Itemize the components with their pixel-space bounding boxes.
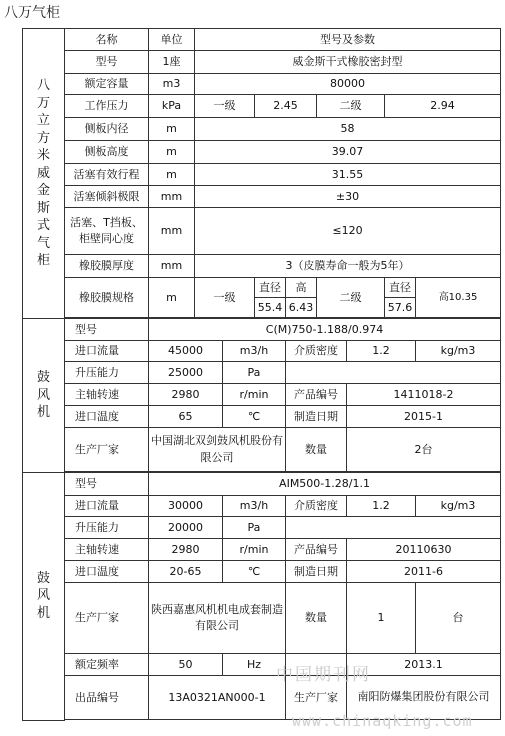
row-label: 额定频率 <box>65 654 149 676</box>
row-label: 进口温度 <box>65 406 149 428</box>
row-label: 介质密度 <box>286 496 347 517</box>
row-label: 主轴转速 <box>65 539 149 561</box>
blower2-section-label: 鼓 风 机 <box>23 473 65 721</box>
row-unit: mm <box>149 186 195 208</box>
row-label: 出品编号 <box>65 676 149 720</box>
row-unit: 台 <box>416 583 501 654</box>
row-value: AIM500-1.28/1.1 <box>149 473 501 496</box>
row-unit: ℃ <box>223 561 286 583</box>
pressure-level1: 一级 <box>195 95 255 118</box>
row-unit: r/min <box>223 384 286 406</box>
row-value: 58 <box>195 118 501 141</box>
membrane-d2-value: 57.6 <box>385 298 416 318</box>
table-row <box>23 583 501 654</box>
membrane-h1-value: 6.43 <box>286 298 317 318</box>
row-label: 升压能力 <box>65 362 149 384</box>
table-row <box>23 278 501 298</box>
row-value: 1.2 <box>347 496 416 517</box>
table-row <box>23 539 501 561</box>
row-label: 数量 <box>286 583 347 654</box>
row-unit: Hz <box>223 654 286 676</box>
equipment-spec-table <box>22 28 501 721</box>
page-title: 八万气柜 <box>4 5 60 21</box>
row-label: 进口温度 <box>65 561 149 583</box>
header-unit: 单位 <box>149 29 195 51</box>
empty-cell <box>286 654 347 676</box>
row-value: 45000 <box>149 341 223 362</box>
row-unit: Pa <box>223 517 286 539</box>
row-value: 2台 <box>347 428 501 472</box>
watermark-text: 中国期刊网 <box>276 665 371 685</box>
table-row <box>23 95 501 118</box>
blower1-section-label: 鼓 风 机 <box>23 319 65 473</box>
row-unit: kPa <box>149 95 195 118</box>
row-value: 39.07 <box>195 141 501 164</box>
row-unit: Pa <box>223 362 286 384</box>
row-label: 主轴转速 <box>65 384 149 406</box>
row-value: ≤120 <box>195 208 501 255</box>
row-value: 南阳防爆集团股份有限公司 <box>347 676 501 720</box>
row-unit: m <box>149 278 195 318</box>
row-value: 2015-1 <box>347 406 501 428</box>
row-unit: mm <box>149 208 195 255</box>
row-value: 50 <box>149 654 223 676</box>
gasholder-section-label: 八 万 立 方 米 威 金 斯 式 气 柜 <box>23 29 65 319</box>
table-row <box>23 118 501 141</box>
row-label: 活塞有效行程 <box>65 164 149 186</box>
row-unit: m3 <box>149 74 195 95</box>
table-row <box>23 186 501 208</box>
table-row <box>23 473 501 496</box>
row-value: 65 <box>149 406 223 428</box>
membrane-d1-label: 直径 <box>255 278 286 298</box>
table-row <box>23 384 501 406</box>
row-label: 侧板高度 <box>65 141 149 164</box>
pressure-value1: 2.45 <box>255 95 317 118</box>
row-value: 20000 <box>149 517 223 539</box>
row-value: 3（皮膜寿命一般为5年） <box>195 255 501 278</box>
row-value: 1.2 <box>347 341 416 362</box>
table-row <box>23 496 501 517</box>
membrane-level2: 二级 <box>317 278 385 318</box>
table-row <box>23 74 501 95</box>
table-row <box>23 319 501 341</box>
membrane-d2-label: 直径 <box>385 278 416 298</box>
row-unit: m <box>149 164 195 186</box>
row-label: 橡胶膜厚度 <box>65 255 149 278</box>
row-label: 型号 <box>65 473 149 496</box>
pressure-level2: 二级 <box>317 95 385 118</box>
row-unit: m3/h <box>223 496 286 517</box>
row-value: 2980 <box>149 539 223 561</box>
row-unit: kg/m3 <box>416 341 501 362</box>
row-value: 陕西嘉惠风机机电成套制造有限公司 <box>149 583 286 654</box>
row-value: 1411018-2 <box>347 384 501 406</box>
row-label: 制造日期 <box>286 561 347 583</box>
row-value: 威金斯干式橡胶密封型 <box>195 51 501 74</box>
row-unit: 1座 <box>149 51 195 74</box>
table-row <box>23 561 501 583</box>
row-label: 生产厂家 <box>65 583 149 654</box>
table-row <box>23 164 501 186</box>
table-row <box>23 654 501 676</box>
row-value: 31.55 <box>195 164 501 186</box>
table-row <box>23 428 501 472</box>
membrane-h2: 高10.35 <box>416 278 501 318</box>
row-label: 升压能力 <box>65 517 149 539</box>
row-unit: m <box>149 118 195 141</box>
row-label: 制造日期 <box>286 406 347 428</box>
row-value: 中国湖北双剑鼓风机股份有限公司 <box>149 428 286 472</box>
row-value: 20110630 <box>347 539 501 561</box>
row-label: 进口流量 <box>65 496 149 517</box>
row-value: 20-65 <box>149 561 223 583</box>
row-unit: ℃ <box>223 406 286 428</box>
row-unit: m3/h <box>223 341 286 362</box>
table-row <box>23 362 501 384</box>
pressure-value2: 2.94 <box>385 95 501 118</box>
table-row <box>23 676 501 720</box>
membrane-level1: 一级 <box>195 278 255 318</box>
table-row <box>23 51 501 74</box>
row-value: 25000 <box>149 362 223 384</box>
row-value: 2980 <box>149 384 223 406</box>
row-unit: mm <box>149 255 195 278</box>
empty-cell <box>286 517 501 539</box>
row-value: 13A0321AN000-1 <box>149 676 286 720</box>
row-label: 侧板内径 <box>65 118 149 141</box>
row-label: 额定容量 <box>65 74 149 95</box>
table-row <box>23 255 501 278</box>
table-row-spacer <box>23 720 501 721</box>
empty-cell <box>286 362 501 384</box>
header-spec: 型号及参数 <box>195 29 501 51</box>
table-row <box>23 406 501 428</box>
table-row <box>23 208 501 255</box>
row-label: 产品编号 <box>286 384 347 406</box>
table-row <box>23 141 501 164</box>
row-label: 数量 <box>286 428 347 472</box>
row-label: 橡胶膜规格 <box>65 278 149 318</box>
table-row <box>23 517 501 539</box>
table-row <box>23 341 501 362</box>
row-value: 30000 <box>149 496 223 517</box>
row-label: 产品编号 <box>286 539 347 561</box>
header-name: 名称 <box>65 29 149 51</box>
row-unit: kg/m3 <box>416 496 501 517</box>
row-label: 活塞、T挡板、柜壁同心度 <box>65 208 149 255</box>
row-label: 介质密度 <box>286 341 347 362</box>
row-value: ±30 <box>195 186 501 208</box>
row-label: 活塞倾斜极限 <box>65 186 149 208</box>
table-row <box>23 29 501 51</box>
row-value: C(M)750-1.188/0.974 <box>149 319 501 341</box>
row-value: 2013.1 <box>347 654 501 676</box>
row-label: 型号 <box>65 51 149 74</box>
row-value: 2011-6 <box>347 561 501 583</box>
row-unit: r/min <box>223 539 286 561</box>
membrane-d1-value: 55.4 <box>255 298 286 318</box>
row-label: 生产厂家 <box>65 428 149 472</box>
row-label: 工作压力 <box>65 95 149 118</box>
membrane-h1-label: 高 <box>286 278 317 298</box>
row-label: 生产厂家 <box>286 676 347 720</box>
row-value: 1 <box>347 583 416 654</box>
row-label: 型号 <box>65 319 149 341</box>
row-unit: m <box>149 141 195 164</box>
row-value: 80000 <box>195 74 501 95</box>
row-label: 进口流量 <box>65 341 149 362</box>
watermark-url: www.chinaqking.com <box>292 712 473 730</box>
